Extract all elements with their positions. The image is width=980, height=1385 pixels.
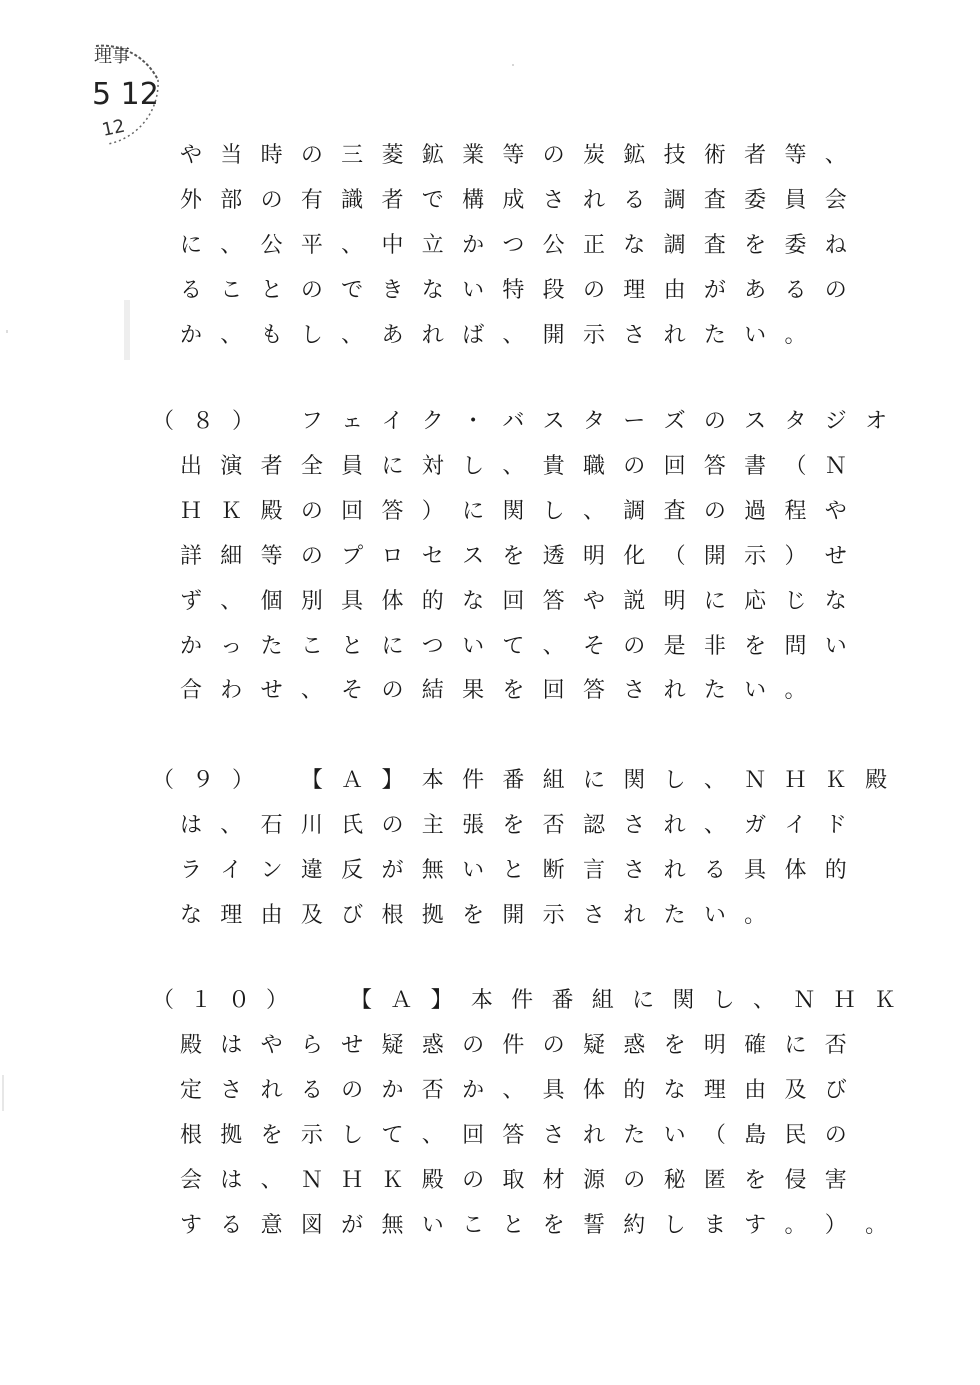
text-line: 会 は 、 Ｎ Ｈ Ｋ 殿 の 取 材 源 の 秘 匿 を 侵 害	[179, 1167, 847, 1193]
text-line: フ ェ イ ク ・ バ ス タ ー ズ の ス タ ジ オ	[300, 409, 888, 434]
text-line: 根 拠 を 示 し て 、 回 答 さ れ た い （ 島 民 の	[179, 1122, 847, 1148]
text-line: 合 わ せ 、 そ の 結 果 を 回 答 さ れ た い 。	[179, 678, 807, 704]
text-line: 【 Ａ 】 本 件 番 組 に 関 し 、 Ｎ Ｈ Ｋ	[349, 988, 896, 1013]
text-line: る こ と の で き な い 特 段 の 理 由 が あ る の	[179, 277, 847, 303]
stamp-top-text: 理事	[94, 46, 130, 67]
paragraph-label: （ ９ ）	[151, 768, 254, 793]
text-line: か 、 も し 、 あ れ ば 、 開 示 さ れ た い 。	[179, 322, 807, 348]
text-line: 殿 は や ら せ 疑 惑 の 件 の 疑 惑 を 明 確 に 否	[179, 1032, 847, 1058]
text-line: Ｈ Ｋ 殿 の 回 答 ） に 関 し 、 調 査 の 過 程 や	[179, 498, 847, 524]
text-line: や 当 時 の 三 菱 鉱 業 等 の 炭 鉱 技 術 者 等 、	[179, 143, 847, 168]
paragraph-label: （ ８ ）	[151, 409, 254, 434]
stamp-bottom-text: 12	[100, 115, 127, 141]
text-line: は 、 石 川 氏 の 主 張 を 否 認 さ れ 、 ガ イ ド	[179, 812, 847, 838]
text-line: 【 Ａ 】 本 件 番 組 に 関 し 、 Ｎ Ｈ Ｋ 殿	[300, 768, 888, 793]
text-line: に 、 公 平 、 中 立 か つ 公 正 な 調 査 を 委 ね	[179, 232, 847, 258]
text-line: ず 、 個 別 具 体 的 な 回 答 や 説 明 に 応 じ な	[179, 588, 847, 614]
text-line: 詳 細 等 の プ ロ セ ス を 透 明 化 （ 開 示 ） せ	[179, 543, 847, 569]
text-line: 定 さ れ る の か 否 か 、 具 体 的 な 理 由 及 び	[179, 1077, 847, 1103]
text-line: す る 意 図 が 無 い こ と を 誓 約 し ま す 。 ） 。	[179, 1212, 888, 1238]
text-line: 出 演 者 全 員 に 対 し 、 貴 職 の 回 答 書 （ Ｎ	[179, 453, 847, 479]
text-line: 外 部 の 有 識 者 で 構 成 さ れ る 調 査 委 員 会	[179, 187, 847, 213]
text-line: な 理 由 及 び 根 拠 を 開 示 さ れ た い 。	[179, 902, 767, 928]
stamp-date-text: 5 12	[92, 77, 159, 112]
paragraph-label: （ １ ０ ）	[151, 988, 288, 1013]
text-line: か っ た こ と に つ い て 、 そ の 是 非 を 問 い	[179, 633, 847, 659]
scan-speck	[512, 64, 514, 66]
text-line: ラ イ ン 違 反 が 無 い と 断 言 さ れ る 具 体 的	[179, 857, 847, 883]
